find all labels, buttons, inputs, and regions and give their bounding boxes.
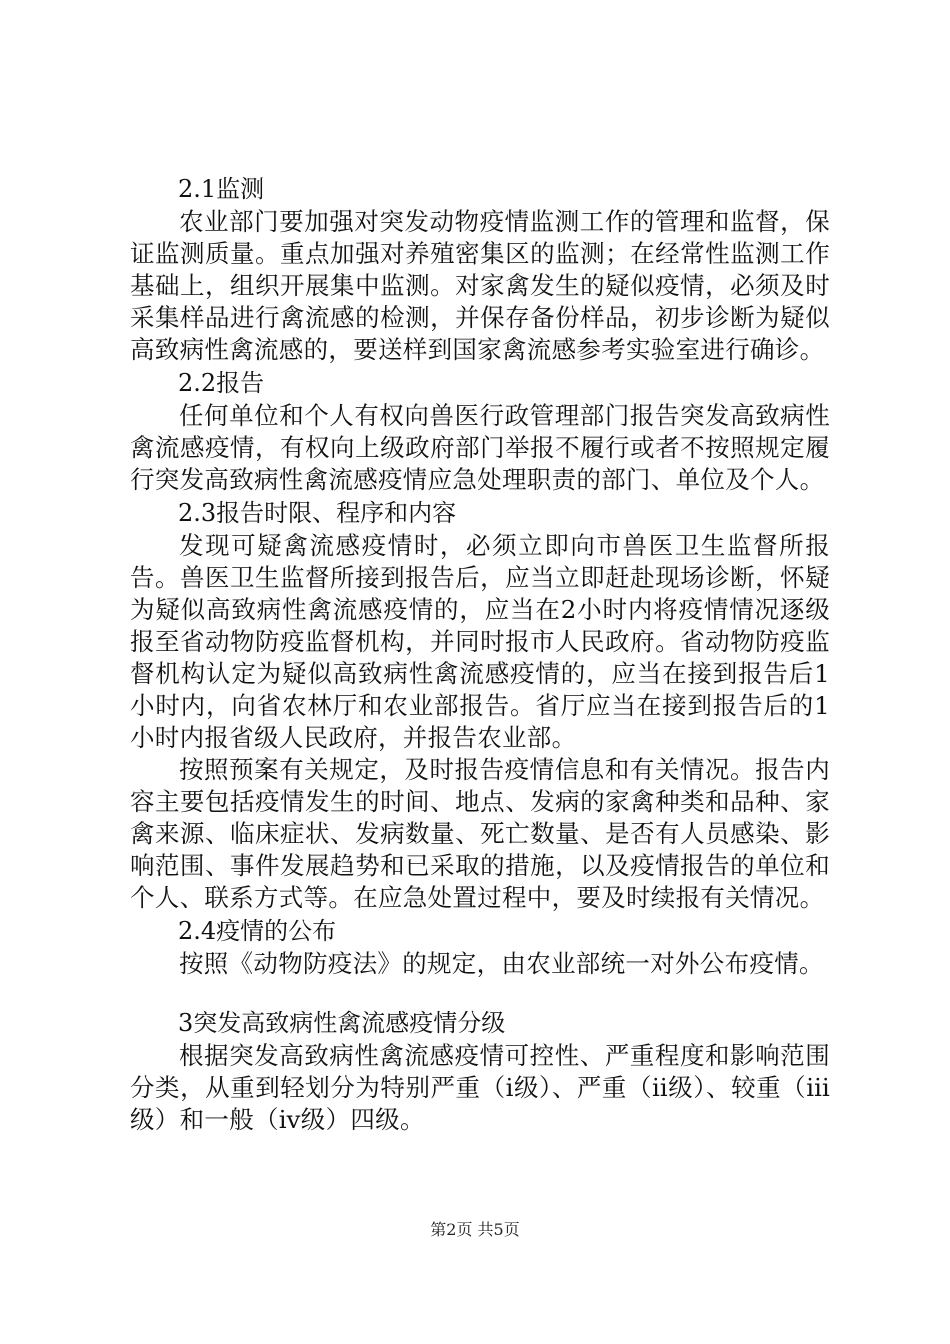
document-body: [130, 172, 830, 1136]
section-heading-grading: 3突发高致病性禽流感疫情分级: [178, 1009, 506, 1037]
paragraph-report-timing-2: 按照预案有关规定，及时报告疫情信息和有关情况。报告内容主要包括疫情发生的时间、地点、发病的家禽种类和品种、家禽来源、临床症状、发病数量、死亡数量、是否有人员感染、影响范围、事件发展趋势和已采取的措施，以及疫情报告的单位和个人、联系方式等。在应急处置过程中，要及时续报有关情况。: [130, 755, 830, 912]
section-heading-monitoring: 2.1监测: [178, 175, 265, 203]
section-gap: [130, 980, 830, 1006]
section-heading-report: 2.2报告: [178, 369, 265, 397]
paragraph-grading: 根据突发高致病性禽流感疫情可控性、严重程度和影响范围分类，从重到轻划分为特别严重（ⅰ级）、严重（ⅱ级）、较重（ⅲ级）和一般（ⅳ级）四级。: [130, 1041, 830, 1134]
section-heading-publication: 2.4疫情的公布: [178, 917, 337, 945]
paragraph-publication: 按照《动物防疫法》的规定，由农业部统一对外公布疫情。: [179, 949, 824, 978]
section-heading-report-timing: 2.3报告时限、程序和内容: [178, 499, 457, 527]
paragraph-monitoring: 农业部门要加强对突发动物疫情监测工作的管理和监督，保证监测质量。重点加强对养殖密集区的监测；在经常性监测工作基础上，组织开展集中监测。对家禽发生的疑似疫情，必须及时采集样品进行禽流感的检测，并保存备份样品，初步诊断为疑似高致病性禽流感的，要送样到国家禽流感参考实验室进行确诊。: [130, 207, 830, 364]
paragraph-report: 任何单位和个人有权向兽医行政管理部门报告突发高致病性禽流感疫情，有权向上级政府部门举报不履行或者不按照规定履行突发高致病性禽流感疫情应急处理职责的部门、单位及个人。: [130, 401, 830, 494]
paragraph-report-timing-1: 发现可疑禽流感疫情时，必须立即向市兽医卫生监督所报告。兽医卫生监督所接到报告后，应当立即赶赴现场诊断，怀疑为疑似高致病性禽流感疫情的，应当在2小时内将疫情情况逐级报至省动物防疫监督机构，并同时报市人民政府。省动物防疫监督机构认定为疑似高致病性禽流感疫情的，应当在接到报告后1小时内，向省农林厅和农业部报告。省厅应当在接到报告后的1小时内报省级人民政府，并报告农业部。: [130, 531, 831, 752]
page-footer: 第2页 共5页: [430, 1220, 520, 1239]
